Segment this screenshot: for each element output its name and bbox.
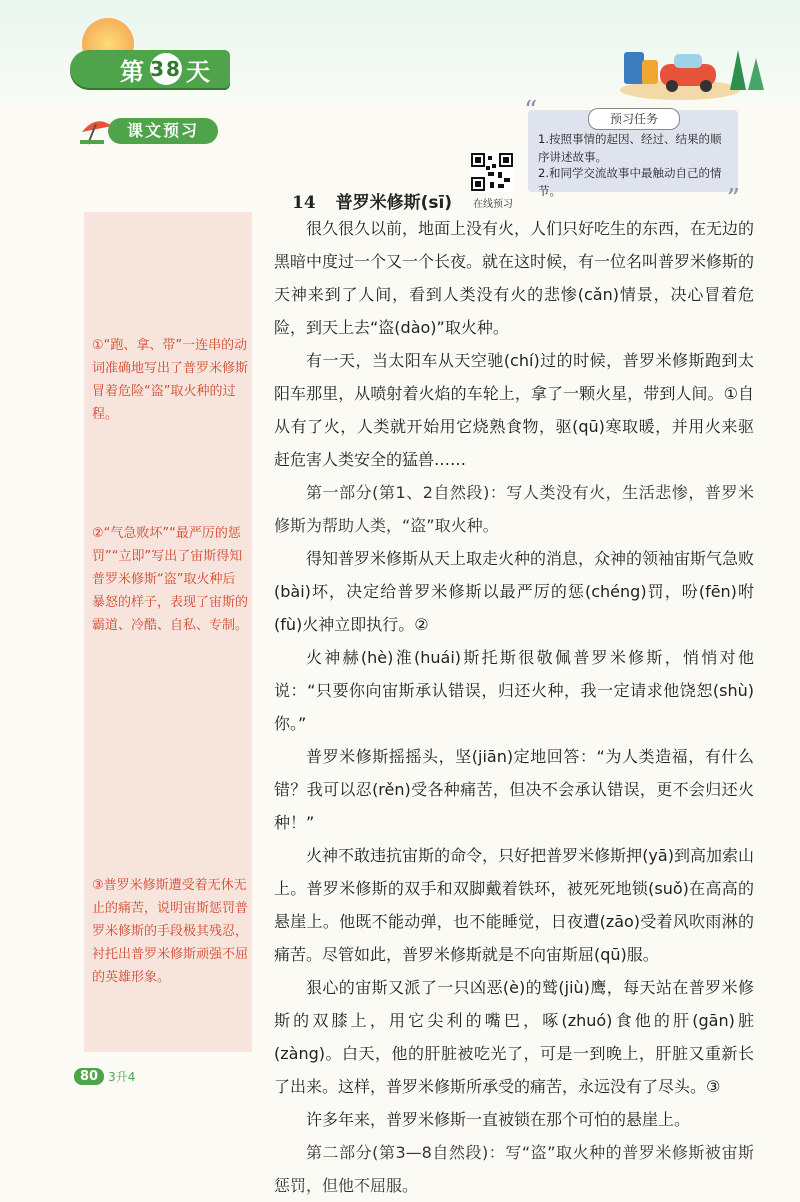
task-item-2: 2.和同学交流故事中最触动自己的情节。 bbox=[538, 166, 722, 198]
section-tag bbox=[78, 116, 218, 146]
paragraph: 有一天，当太阳车从天空驰(chí)过的时候，普罗米修斯跑到太阳车那里，从喷射着火焰的车轮上，拿了一颗火星，带到人间。①自从有了火，人类就开始用它烧熟食物，驱(qū)寒取暖，并用火来驱赶危害人类安全的猛兽…… bbox=[274, 351, 754, 469]
lesson-body bbox=[274, 212, 754, 1202]
section-label: 课文预习 bbox=[108, 118, 218, 144]
day-banner bbox=[70, 50, 230, 88]
paragraph: 火神不敢违抗宙斯的命令，只好把普罗米修斯押(yā)到高加索山上。普罗米修斯的双手和双脚戴着铁环，被死死地锁(suǒ)在高高的悬崖上。他既不能动弹，也不能睡觉，日夜遭(zāo)受着风吹雨淋的痛苦。尽管如此，普罗米修斯就是不向宙斯屈(qū)服。 bbox=[274, 846, 754, 964]
lesson-title-text: 普罗米修斯(sī) bbox=[335, 193, 453, 213]
task-item-1: 1.按照事情的起因、经过、结果的顺序讲述故事。 bbox=[538, 132, 722, 164]
paragraph: 很久很久以前，地面上没有火，人们只好吃生的东西，在无边的黑暗中度过一个又一个长夜。就在这时候，有一位名叫普罗米修斯的天神来到了人间，看到人类没有火的悲惨(cǎn)情景，决心冒着危险，到天上去“盗(dào)”取火种。 bbox=[274, 219, 755, 337]
qr-code-icon[interactable] bbox=[470, 152, 514, 192]
close-quote-icon: ” bbox=[726, 184, 740, 214]
paragraph: 普罗米修斯摇摇头，坚(jiān)定地回答：“为人类造福，有什么错？我可以忍(rěn)受各种痛苦，但决不会承认错误，更不会归还火种！” bbox=[274, 747, 754, 832]
preview-task-box bbox=[524, 96, 740, 214]
page-number: 80 bbox=[74, 1068, 104, 1085]
task-title: 预习任务 bbox=[588, 108, 680, 130]
annotation-note-1: ①“跑、拿、带”一连串的动词准确地写出了普罗米修斯冒着危险“盗”取火种的过程。 bbox=[92, 338, 249, 422]
day-prefix: 第 bbox=[120, 57, 146, 86]
annotation-column bbox=[84, 212, 252, 1052]
grade-label: 3升4 bbox=[108, 1070, 136, 1084]
qr-label: 在线预习 bbox=[473, 199, 513, 210]
paragraph: 狠心的宙斯又派了一只凶恶(è)的鹫(jiù)鹰，每天站在普罗米修斯的双膝上，用它尖利的嘴巴，啄(zhuó)食他的肝(gān)脏(zàng)。白天，他的肝脏被吃光了，可是一到晚上，肝脏又重新长了出来。这样，普罗米修斯所承受的痛苦，永远没有了尽头。③ bbox=[274, 978, 754, 1096]
lesson-number: 14 bbox=[292, 193, 316, 213]
open-quote-icon: “ bbox=[524, 96, 538, 126]
day-suffix: 天 bbox=[186, 57, 212, 86]
paragraph: 火神赫(hè)淮(huái)斯托斯很敬佩普罗米修斯，悄悄对他说：“只要你向宙斯承认错误，归还火种，我一定请求他饶恕(shù)你。” bbox=[274, 648, 754, 733]
travel-decoration-icon bbox=[620, 40, 770, 100]
day-number: 38 bbox=[150, 53, 182, 85]
lesson-title bbox=[292, 188, 452, 213]
paragraph: 许多年来，普罗米修斯一直被锁在那个可怕的悬崖上。 bbox=[306, 1110, 691, 1129]
paragraph: 得知普罗米修斯从天上取走火种的消息，众神的领袖宙斯气急败(bài)坏，决定给普罗米修斯以最严厉的惩(chéng)罚，吩(fēn)咐(fù)火神立即执行。② bbox=[274, 549, 755, 634]
part-summary: 第一部分(第1、2自然段)：写人类没有火，生活悲惨，普罗米修斯为帮助人类，“盗”取火种。 bbox=[274, 483, 754, 535]
annotation-note-3: ③普罗米修斯遭受着无休无止的痛苦，说明宙斯惩罚普罗米修斯的手段极其残忍，衬托出普罗米修斯顽强不屈的英雄形象。 bbox=[92, 878, 249, 985]
part-summary: 第二部分(第3—8自然段)：写“盗”取火种的普罗米修斯被宙斯惩罚，但他不屈服。 bbox=[274, 1143, 754, 1195]
annotation-note-2: ②“气急败坏”“最严厉的惩罚”“立即”写出了宙斯得知普罗米修斯“盗”取火种后暴怒的样子，表现了宙斯的霸道、冷酷、自私、专制。 bbox=[92, 526, 249, 633]
page-footer bbox=[74, 1068, 135, 1085]
